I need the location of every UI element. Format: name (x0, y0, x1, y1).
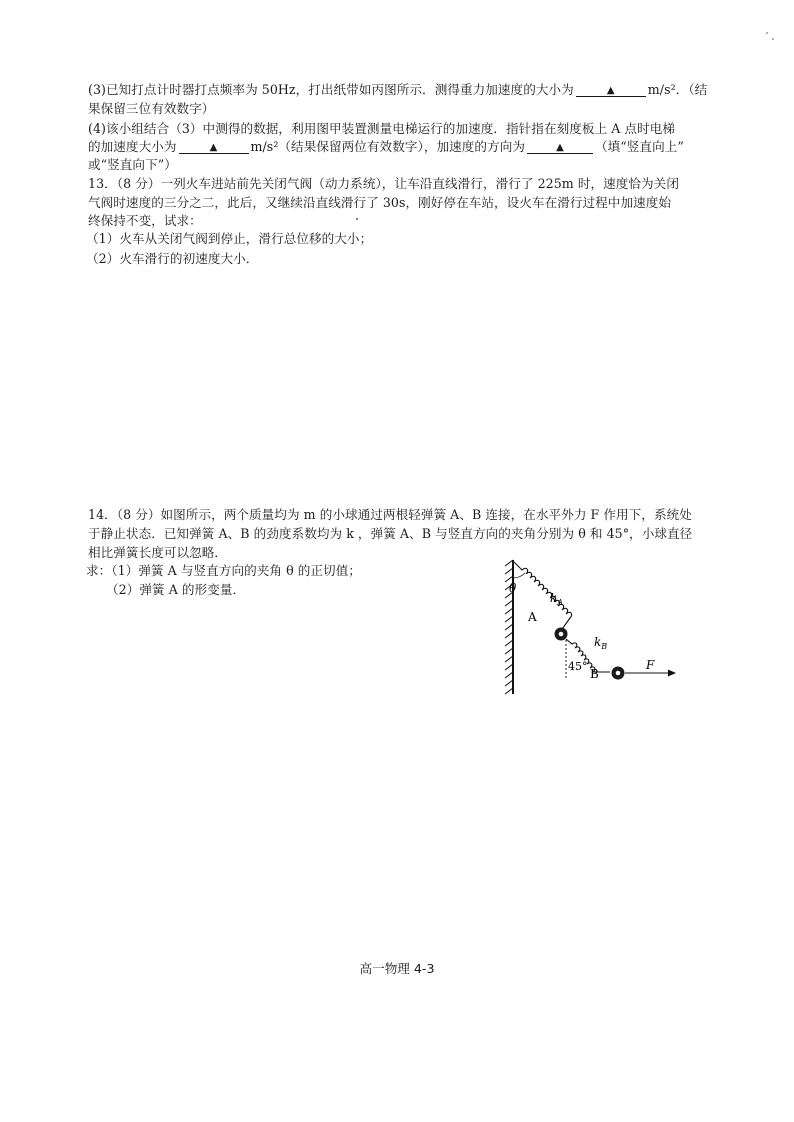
kb-label: $k_B$ (594, 635, 608, 651)
angle-label: 45° (568, 660, 588, 673)
force-label: F (646, 658, 655, 672)
q12-part3-line1: (3)已知打点计时器打点频率为 50Hz，打出纸带如丙图所示．测得重力加速度的大小为 ▲ m/s²．（结 (88, 82, 708, 97)
q12-part4-line3: 或“竖直向下”） (88, 157, 177, 172)
spring-ball-diagram (492, 548, 682, 700)
scan-speck-corner (766, 32, 768, 34)
q13-line1: 13．（8 分）一列火车进站前先关闭气阀（动力系统），让车沿直线滑行，滑行了 225m 时，速度恰为关闭 (88, 176, 679, 191)
q13-sub1: （1）火车从关闭气阀到停止，滑行总位移的大小； (86, 231, 373, 246)
q12-part4-line1: (4)该小组结合（3）中测得的数据，利用图甲装置测量电梯运行的加速度．指针指在刻度板上 A 点时电梯 (88, 121, 675, 136)
q14-sub1: 求：（1）弹簧 A 与竖直方向的夹角 θ 的正切值； (86, 563, 361, 578)
page-footer: 高一物理 4-3 (359, 961, 435, 976)
q12-part4-line2: 的加速度大小为 ▲ m/s²（结果保留两位有效数字），加速度的方向为 ▲ （填“竖直向上” (88, 139, 684, 154)
answer-blank-acceleration[interactable]: ▲ (179, 139, 249, 154)
q14-line3: 相比弹簧长度可以忽略． (88, 545, 228, 560)
spring-a-label: A (528, 610, 537, 624)
q14-line2: 于静止状态．已知弹簧 A、B 的劲度系数均为 k ，弹簧 A、B 与竖直方向的夹角分别为 θ 和 45°，小球直径 (88, 526, 693, 541)
theta-arc (513, 573, 525, 578)
scan-speck-corner-2 (772, 38, 774, 40)
arrowhead-icon (668, 670, 676, 677)
answer-blank-direction[interactable]: ▲ (527, 139, 593, 154)
q14-line1: 14．（8 分）如图所示，两个质量均为 m 的小球通过两根轻弹簧 A、B 连接，在水平外力 F 作用下，系统处 (88, 507, 692, 522)
scan-speck (356, 218, 358, 220)
q12-part3-line2: 果保留三位有效数字） (88, 101, 215, 116)
q13-line3: 终保持不变，试求： (88, 213, 202, 228)
q13-line2: 气阀时速度的三分之二，此后，又继续沿直线滑行了 30s，刚好停在车站，设火车在滑行过程中加速度始 (88, 195, 672, 210)
spring-a (514, 562, 572, 632)
q13-sub2: （2）火车滑行的初速度大小． (86, 251, 259, 266)
spring-b-label: B (590, 667, 599, 681)
answer-blank-g[interactable]: ▲ (576, 82, 646, 97)
theta-label: θ (509, 581, 517, 595)
ka-label: $k_A$ (550, 591, 564, 607)
q14-sub2: （2）弹簧 A 的形变量． (106, 582, 246, 597)
